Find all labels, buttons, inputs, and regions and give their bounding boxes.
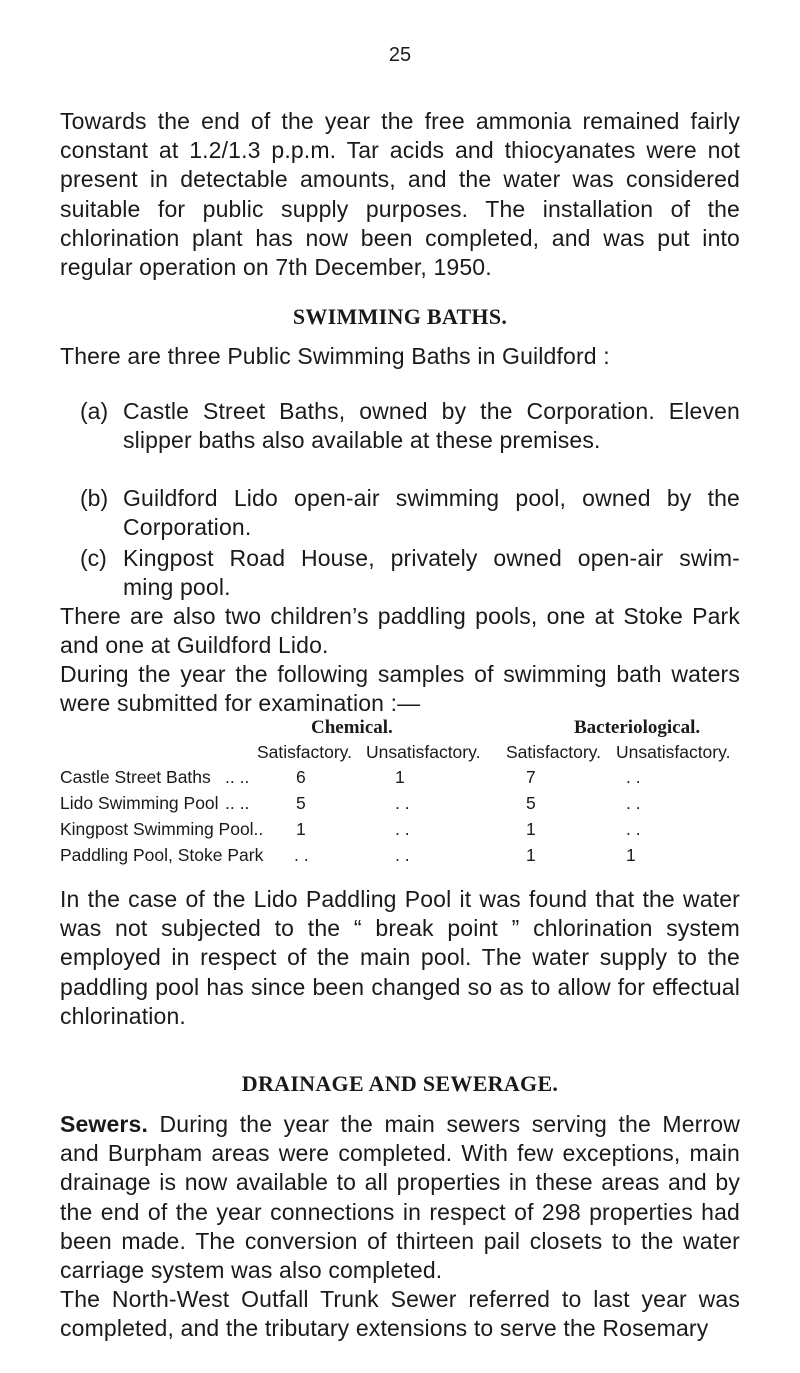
item-b-text: Guildford Lido open-air swimming pool, owned by the Corporation. [123,485,740,541]
item-b-label: (b) [80,485,109,511]
row-castle-street-leader: .. .. [225,767,250,787]
row-kingpost-chem-unsat: . . [395,819,410,839]
row-lido-chem-unsat: . . [395,793,410,813]
samples-intro: During the year the following samples of swimming bath waters were submitted for examination :— [60,661,740,717]
chem-satisfactory-header: Satisfactory. [257,742,352,762]
row-paddling-name: Paddling Pool, Stoke Park [60,845,264,865]
swimming-intro: There are three Public Swimming Baths in Guildford : [60,343,610,369]
drainage-sewerage-heading: DRAINAGE AND SEWERAGE. [241,1071,559,1096]
row-paddling-bact-sat: 1 [526,845,536,865]
row-lido-bact-unsat: . . [626,793,641,813]
sewers-label: Sewers. [60,1111,148,1137]
intro-paragraph: Towards the end of the year the free ammonia remained fairly constant at 1.2/1.3 p.p.m. Tar acids and thiocyanates were not present in detectable amounts, and the water was considered suitable for public supply purposes. The installation of the chlorination plant has now been completed, and was put into regular operation on 7th December, 1950. [60,108,740,281]
outfall-paragraph: The North-West Outfall Trunk Sewer referred to last year was completed, and the tributary extensions to serve the Rosemary [60,1286,740,1342]
row-paddling-chem-unsat: . . [395,845,410,865]
row-kingpost-bact-unsat: . . [626,819,641,839]
bacteriological-header: Bacteriological. [574,717,701,738]
row-paddling-chem-sat: . . [294,845,309,865]
paddling-pools-paragraph: There are also two children’s paddling pools, one at Stoke Park and one at Guildford Lido. [60,603,740,659]
row-lido-name: Lido Swimming Pool [60,793,219,813]
chemical-header: Chemical. [311,717,393,738]
item-a-text: Castle Street Baths, owned by the Corporation. Eleven slipper baths also available at these premises. [123,398,740,454]
row-lido-chem-sat: 5 [296,793,306,813]
row-kingpost-name: Kingpost Swimming Pool.. [60,819,264,839]
row-lido-leader: .. .. [225,793,250,813]
item-c-text: Kingpost Road House, privately owned open-air swim- ming pool. [123,545,740,601]
chem-unsatisfactory-header: Unsatisfactory. [366,742,481,762]
bact-satisfactory-header: Satisfactory. [506,742,601,762]
row-castle-street-bact-unsat: . . [626,767,641,787]
row-kingpost-chem-sat: 1 [296,819,306,839]
row-kingpost-bact-sat: 1 [526,819,536,839]
bact-unsatisfactory-header: Unsatisfactory. [616,742,731,762]
row-castle-street-bact-sat: 7 [526,767,536,787]
row-castle-street-chem-sat: 6 [296,767,306,787]
lido-paddling-note: In the case of the Lido Paddling Pool it was found that the water was not subjected to the “ break point ” chlorination system employed in respect of the main pool. The water supply to the paddling pool has since been changed so as to allow for effectual chlorination. [60,886,740,1029]
sewers-text: During the year the main sewers serving the Merrow and Burpham areas were completed. With few exceptions, main drainage is now available to all properties in these areas and by the end of the year connections in respect of 298 properties had been made. The conversion of thirteen pail closets to the water carriage system was also completed. [60,1111,740,1284]
row-castle-street-chem-unsat: 1 [395,767,405,787]
row-lido-bact-sat: 5 [526,793,536,813]
sewers-paragraph [60,1110,740,1285]
item-a-label: (a) [80,398,109,424]
row-paddling-bact-unsat: 1 [626,845,636,865]
swimming-baths-heading: SWIMMING BATHS. [292,304,508,329]
item-c-label: (c) [80,545,107,571]
row-castle-street-name: Castle Street Baths [60,767,211,787]
page-number: 25 [388,44,412,66]
